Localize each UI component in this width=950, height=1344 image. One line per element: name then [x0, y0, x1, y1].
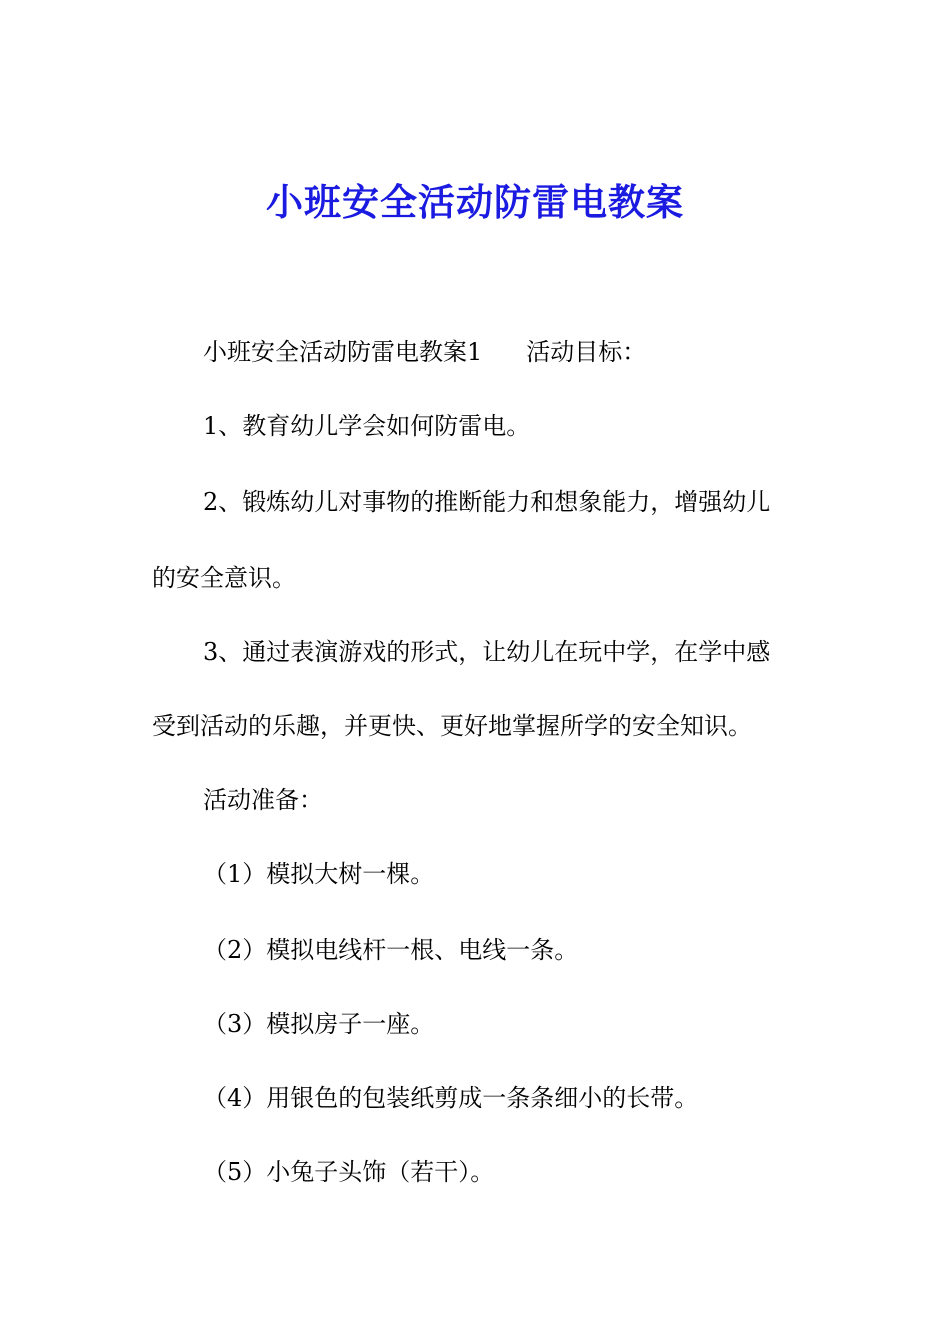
preparation-item: （1）模拟大树一棵。 — [203, 860, 435, 888]
goal-line: 的安全意识。 — [152, 564, 296, 592]
preparation-item: （3）模拟房子一座。 — [203, 1010, 435, 1038]
preparation-heading: 活动准备： — [203, 786, 323, 814]
preparation-item: （5）小兔子头饰（若干）。 — [203, 1158, 495, 1186]
section-goals-heading: 活动目标： — [526, 338, 647, 366]
lesson-heading: 小班安全活动防雷电教案1 — [203, 338, 483, 366]
preparation-item: （4）用银色的包装纸剪成一条条细小的长带。 — [203, 1084, 699, 1112]
goal-line: 2、锻炼幼儿对事物的推断能力和想象能力，增强幼儿 — [203, 488, 771, 516]
document-title: 小班安全活动防雷电教案 — [266, 180, 684, 224]
intro-line — [203, 336, 646, 368]
goal-line: 3、通过表演游戏的形式，让幼儿在玩中学，在学中感 — [203, 638, 771, 666]
goal-line: 1、教育幼儿学会如何防雷电。 — [203, 412, 531, 440]
goal-line: 受到活动的乐趣，并更快、更好地掌握所学的安全知识。 — [152, 712, 752, 740]
preparation-item: （2）模拟电线杆一根、电线一条。 — [203, 936, 579, 964]
